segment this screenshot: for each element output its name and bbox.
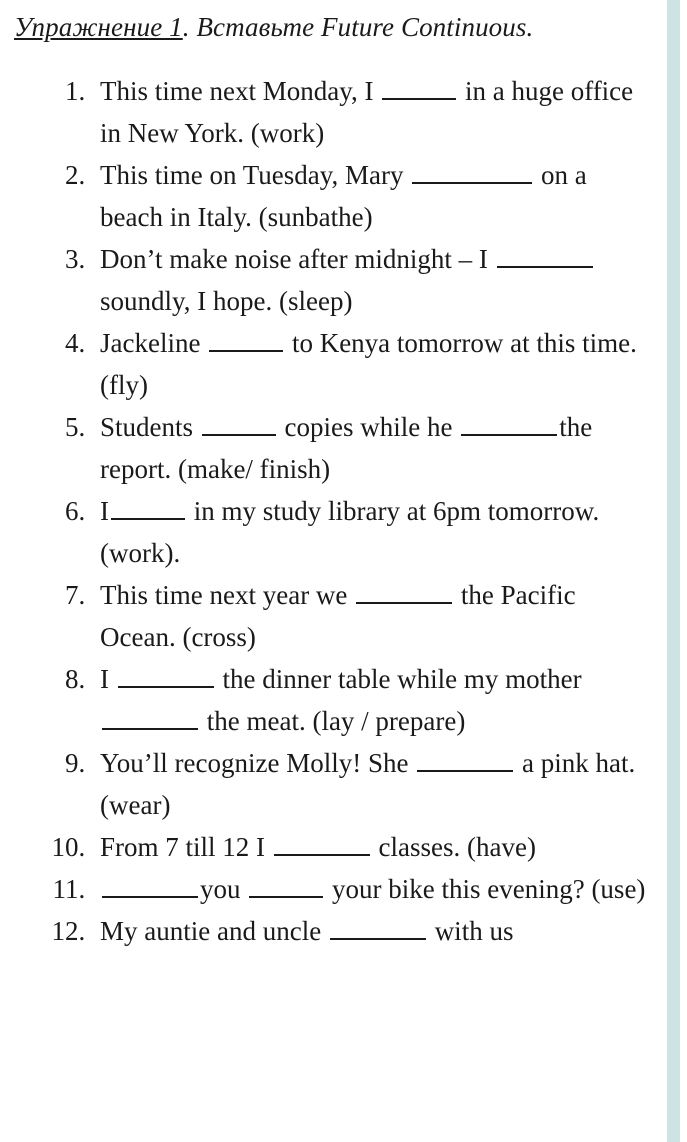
answer-blank[interactable] — [118, 664, 214, 688]
answer-blank[interactable] — [330, 916, 426, 940]
question-text: I — [100, 664, 116, 694]
question-text: You’ll recognize Molly! She — [100, 748, 416, 778]
answer-blank[interactable] — [356, 580, 452, 604]
question-text: on a beach in Italy. (sunbathe) — [100, 160, 587, 232]
question-item — [92, 658, 653, 742]
question-text: in my study library at 6pm tomorrow. (work). — [100, 496, 600, 568]
exercise-title — [14, 6, 653, 48]
answer-blank[interactable] — [461, 412, 557, 436]
exercise-title-rest: . Вставьте Future Continuous. — [182, 12, 534, 42]
question-text: Students — [100, 412, 200, 442]
question-text: you — [200, 874, 248, 904]
question-text: copies while he — [277, 412, 460, 442]
answer-blank[interactable] — [497, 244, 593, 268]
question-text: My auntie and uncle — [100, 916, 328, 946]
answer-blank[interactable] — [209, 328, 283, 352]
question-text: From 7 till 12 I — [100, 832, 272, 862]
question-text: This time next year we — [100, 580, 355, 610]
question-item — [92, 910, 653, 952]
question-item — [92, 406, 653, 490]
question-item — [92, 238, 653, 322]
question-item — [92, 154, 653, 238]
answer-blank[interactable] — [102, 706, 198, 730]
question-text: Don’t make noise after midnight – I — [100, 244, 495, 274]
answer-blank[interactable] — [202, 412, 276, 436]
question-text: This time on Tuesday, Mary — [100, 160, 411, 190]
question-item — [92, 742, 653, 826]
question-item — [92, 868, 653, 910]
question-item — [92, 70, 653, 154]
question-text: a pink hat. (wear) — [100, 748, 636, 820]
question-text: I — [100, 496, 109, 526]
question-text: classes. (have) — [371, 832, 536, 862]
question-text: the meat. (lay / prepare) — [200, 706, 466, 736]
question-list — [14, 70, 653, 952]
question-item — [92, 826, 653, 868]
answer-blank[interactable] — [249, 874, 323, 898]
question-text: Jackeline — [100, 328, 208, 358]
answer-blank[interactable] — [111, 496, 185, 520]
question-item — [92, 574, 653, 658]
answer-blank[interactable] — [382, 76, 456, 100]
scrollbar[interactable] — [663, 0, 687, 1142]
question-text: your bike this evening? (use) — [325, 874, 646, 904]
answer-blank[interactable] — [412, 160, 532, 184]
answer-blank[interactable] — [417, 748, 513, 772]
question-text: This time next Monday, I — [100, 76, 381, 106]
answer-blank[interactable] — [274, 832, 370, 856]
question-text: in a huge office in New York. (work) — [100, 76, 634, 148]
answer-blank[interactable] — [102, 874, 198, 898]
scrollbar-track[interactable] — [667, 0, 680, 1142]
exercise-title-prefix: Упражнение 1 — [14, 12, 183, 42]
question-text: soundly, I hope. (sleep) — [100, 286, 353, 316]
question-item — [92, 490, 653, 574]
question-text: to Kenya tomorrow at this time. (fly) — [100, 328, 637, 400]
question-text: the report. (make/ finish) — [100, 412, 593, 484]
question-text: the Pacific Ocean. (cross) — [100, 580, 576, 652]
question-text: the dinner table while my mother — [215, 664, 582, 694]
question-item — [92, 322, 653, 406]
question-text: with us — [427, 916, 514, 946]
